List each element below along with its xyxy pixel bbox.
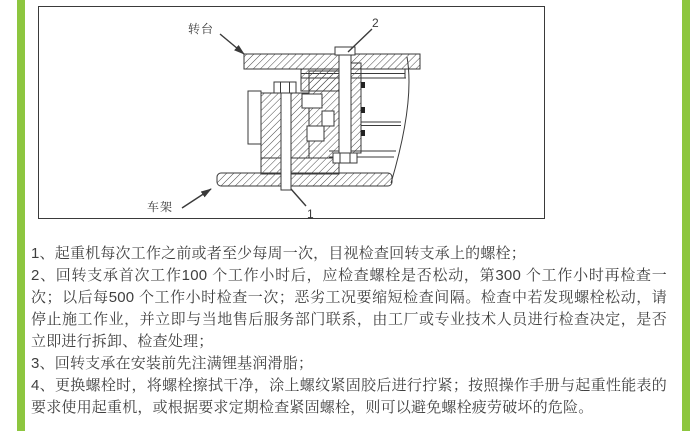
frame-arrow [182, 189, 211, 208]
turntable-label: 转台 [188, 22, 215, 36]
maintenance-instructions [31, 243, 667, 419]
callout-2-leader [348, 29, 372, 52]
instruction-item-1: 1、起重机每次工作之前或者至少每周一次，目视检查回转支承上的螺栓； [31, 245, 526, 262]
callout-1-leader [291, 189, 306, 206]
instruction-item-3: 3、回转支承在安装前先注满锂基润滑脂； [31, 355, 314, 372]
right-accent-bar [682, 0, 690, 431]
slewing-bearing-figure [38, 6, 545, 219]
left-accent-bar [17, 0, 25, 431]
callout-2-label: 2 [372, 16, 379, 30]
frame-plate [217, 173, 392, 186]
inner-ring-section [261, 93, 281, 158]
instruction-item-2: 2、回转支承首次工作100 个工作小时后，应检查螺栓是否松动，第300 个工作小时再检查一次；以后每500 个工作小时检查一次；恶劣工况要缩短检查间隔。检查中若发现螺栓松动，请停止施工作业，并立即与当地售后服务部门联系，由工厂或专业技术人员进行检查决定，是否立即进行拆卸、检查处理； [31, 267, 667, 350]
slewing-bearing-cross-section [39, 7, 544, 218]
frame-label: 车架 [147, 200, 174, 214]
instruction-item-4: 4、更换螺栓时，将螺栓擦拭干净，涂上螺纹紧固胶后进行拧紧；按照操作手册与起重性能表的要求使用起重机，或根据要求定期检查紧固螺栓，则可以避免螺栓疲劳破坏的危险。 [31, 377, 667, 416]
callout-1-label: 1 [307, 207, 314, 218]
turntable-arrow [220, 34, 244, 54]
turntable-plate [244, 54, 420, 69]
